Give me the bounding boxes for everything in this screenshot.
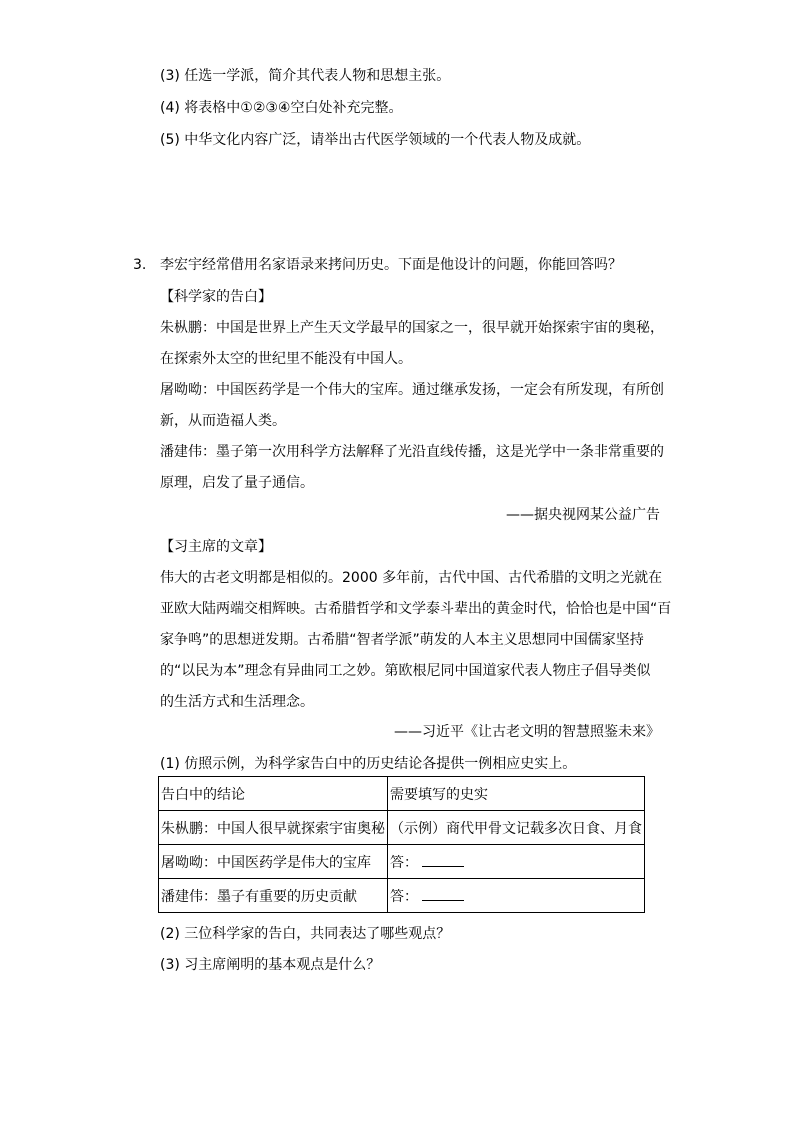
section-title-article: 【习主席的文章】 bbox=[160, 539, 272, 555]
passage-source: ——习近平《让古老文明的智慧照鉴未来》 bbox=[394, 724, 660, 740]
prev-question-4: (4) 将表格中①②③④空白处补充完整。 bbox=[160, 100, 403, 116]
passage-line: 在探索外太空的世纪里不能没有中国人。 bbox=[160, 351, 412, 367]
table-header: 需要填写的史实 bbox=[388, 777, 645, 811]
table-answer-cell[interactable] bbox=[388, 845, 645, 879]
question-number: 3. bbox=[133, 257, 147, 273]
answer-label: 答： bbox=[390, 888, 418, 905]
sub-question-3: (3) 习主席阐明的基本观点是什么？ bbox=[160, 957, 381, 973]
prev-question-3: (3) 任选一学派，简介其代表人物和思想主张。 bbox=[160, 68, 451, 84]
passage-line: 伟大的古老文明都是相似的。2000 多年前，古代中国、古代希腊的文明之光就在 bbox=[160, 570, 663, 586]
table-header-row bbox=[159, 777, 645, 811]
table-cell: 潘建伟：墨子有重要的历史贡献 bbox=[159, 879, 388, 913]
table-row bbox=[159, 811, 645, 845]
table-cell: 屠呦呦：中国医药学是伟大的宝库 bbox=[159, 845, 388, 879]
passage-line: 家争鸣”的思想迸发期。古希腊“智者学派”萌发的人本主义思想同中国儒家坚持 bbox=[160, 632, 644, 648]
table-cell: 朱枞鹏：中国人很早就探索宇宙奥秘 bbox=[159, 811, 388, 845]
passage-line: 原理，启发了量子通信。 bbox=[160, 475, 314, 491]
question-stem: 李宏宇经常借用名家语录来拷问历史。下面是他设计的问题，你能回答吗？ bbox=[160, 257, 622, 273]
table-row bbox=[159, 879, 645, 913]
answer-blank[interactable] bbox=[422, 852, 464, 867]
passage-line: 的生活方式和生活理念。 bbox=[160, 694, 314, 710]
passage-line: 潘建伟：墨子第一次用科学方法解释了光沿直线传播，这是光学中一条非常重要的 bbox=[160, 444, 664, 460]
table-row bbox=[159, 845, 645, 879]
passage-line: 屠呦呦：中国医药学是一个伟大的宝库。通过继承发扬，一定会有所发现，有所创 bbox=[160, 382, 664, 398]
passage-line: 亚欧大陆两端交相辉映。古希腊哲学和文学泰斗辈出的黄金时代，恰恰也是中国“百 bbox=[160, 601, 672, 617]
table-cell: （示例）商代甲骨文记载多次日食、月食 bbox=[388, 811, 645, 845]
answer-blank[interactable] bbox=[422, 886, 464, 901]
prev-question-5: (5) 中华文化内容广泛，请举出古代医学领域的一个代表人物及成就。 bbox=[160, 132, 591, 148]
passage-line: 朱枞鹏：中国是世界上产生天文学最早的国家之一，很早就开始探索宇宙的奥秘， bbox=[160, 320, 664, 336]
table-header: 告白中的结论 bbox=[159, 777, 388, 811]
sub-question-2: (2) 三位科学家的告白，共同表达了哪些观点？ bbox=[160, 926, 451, 942]
passage-line: 新，从而造福人类。 bbox=[160, 413, 286, 429]
passage-source: ——据央视网某公益广告 bbox=[506, 507, 660, 523]
answer-label: 答： bbox=[390, 854, 418, 871]
table-answer-cell[interactable] bbox=[388, 879, 645, 913]
section-title-scientists: 【科学家的告白】 bbox=[160, 289, 272, 305]
passage-line: 的“以民为本”理念有异曲同工之妙。第欧根尼同中国道家代表人物庄子倡导类似 bbox=[160, 663, 651, 679]
sub-question-1: (1) 仿照示例，为科学家告白中的历史结论各提供一例相应史实上。 bbox=[160, 756, 577, 772]
answer-table bbox=[158, 776, 645, 913]
